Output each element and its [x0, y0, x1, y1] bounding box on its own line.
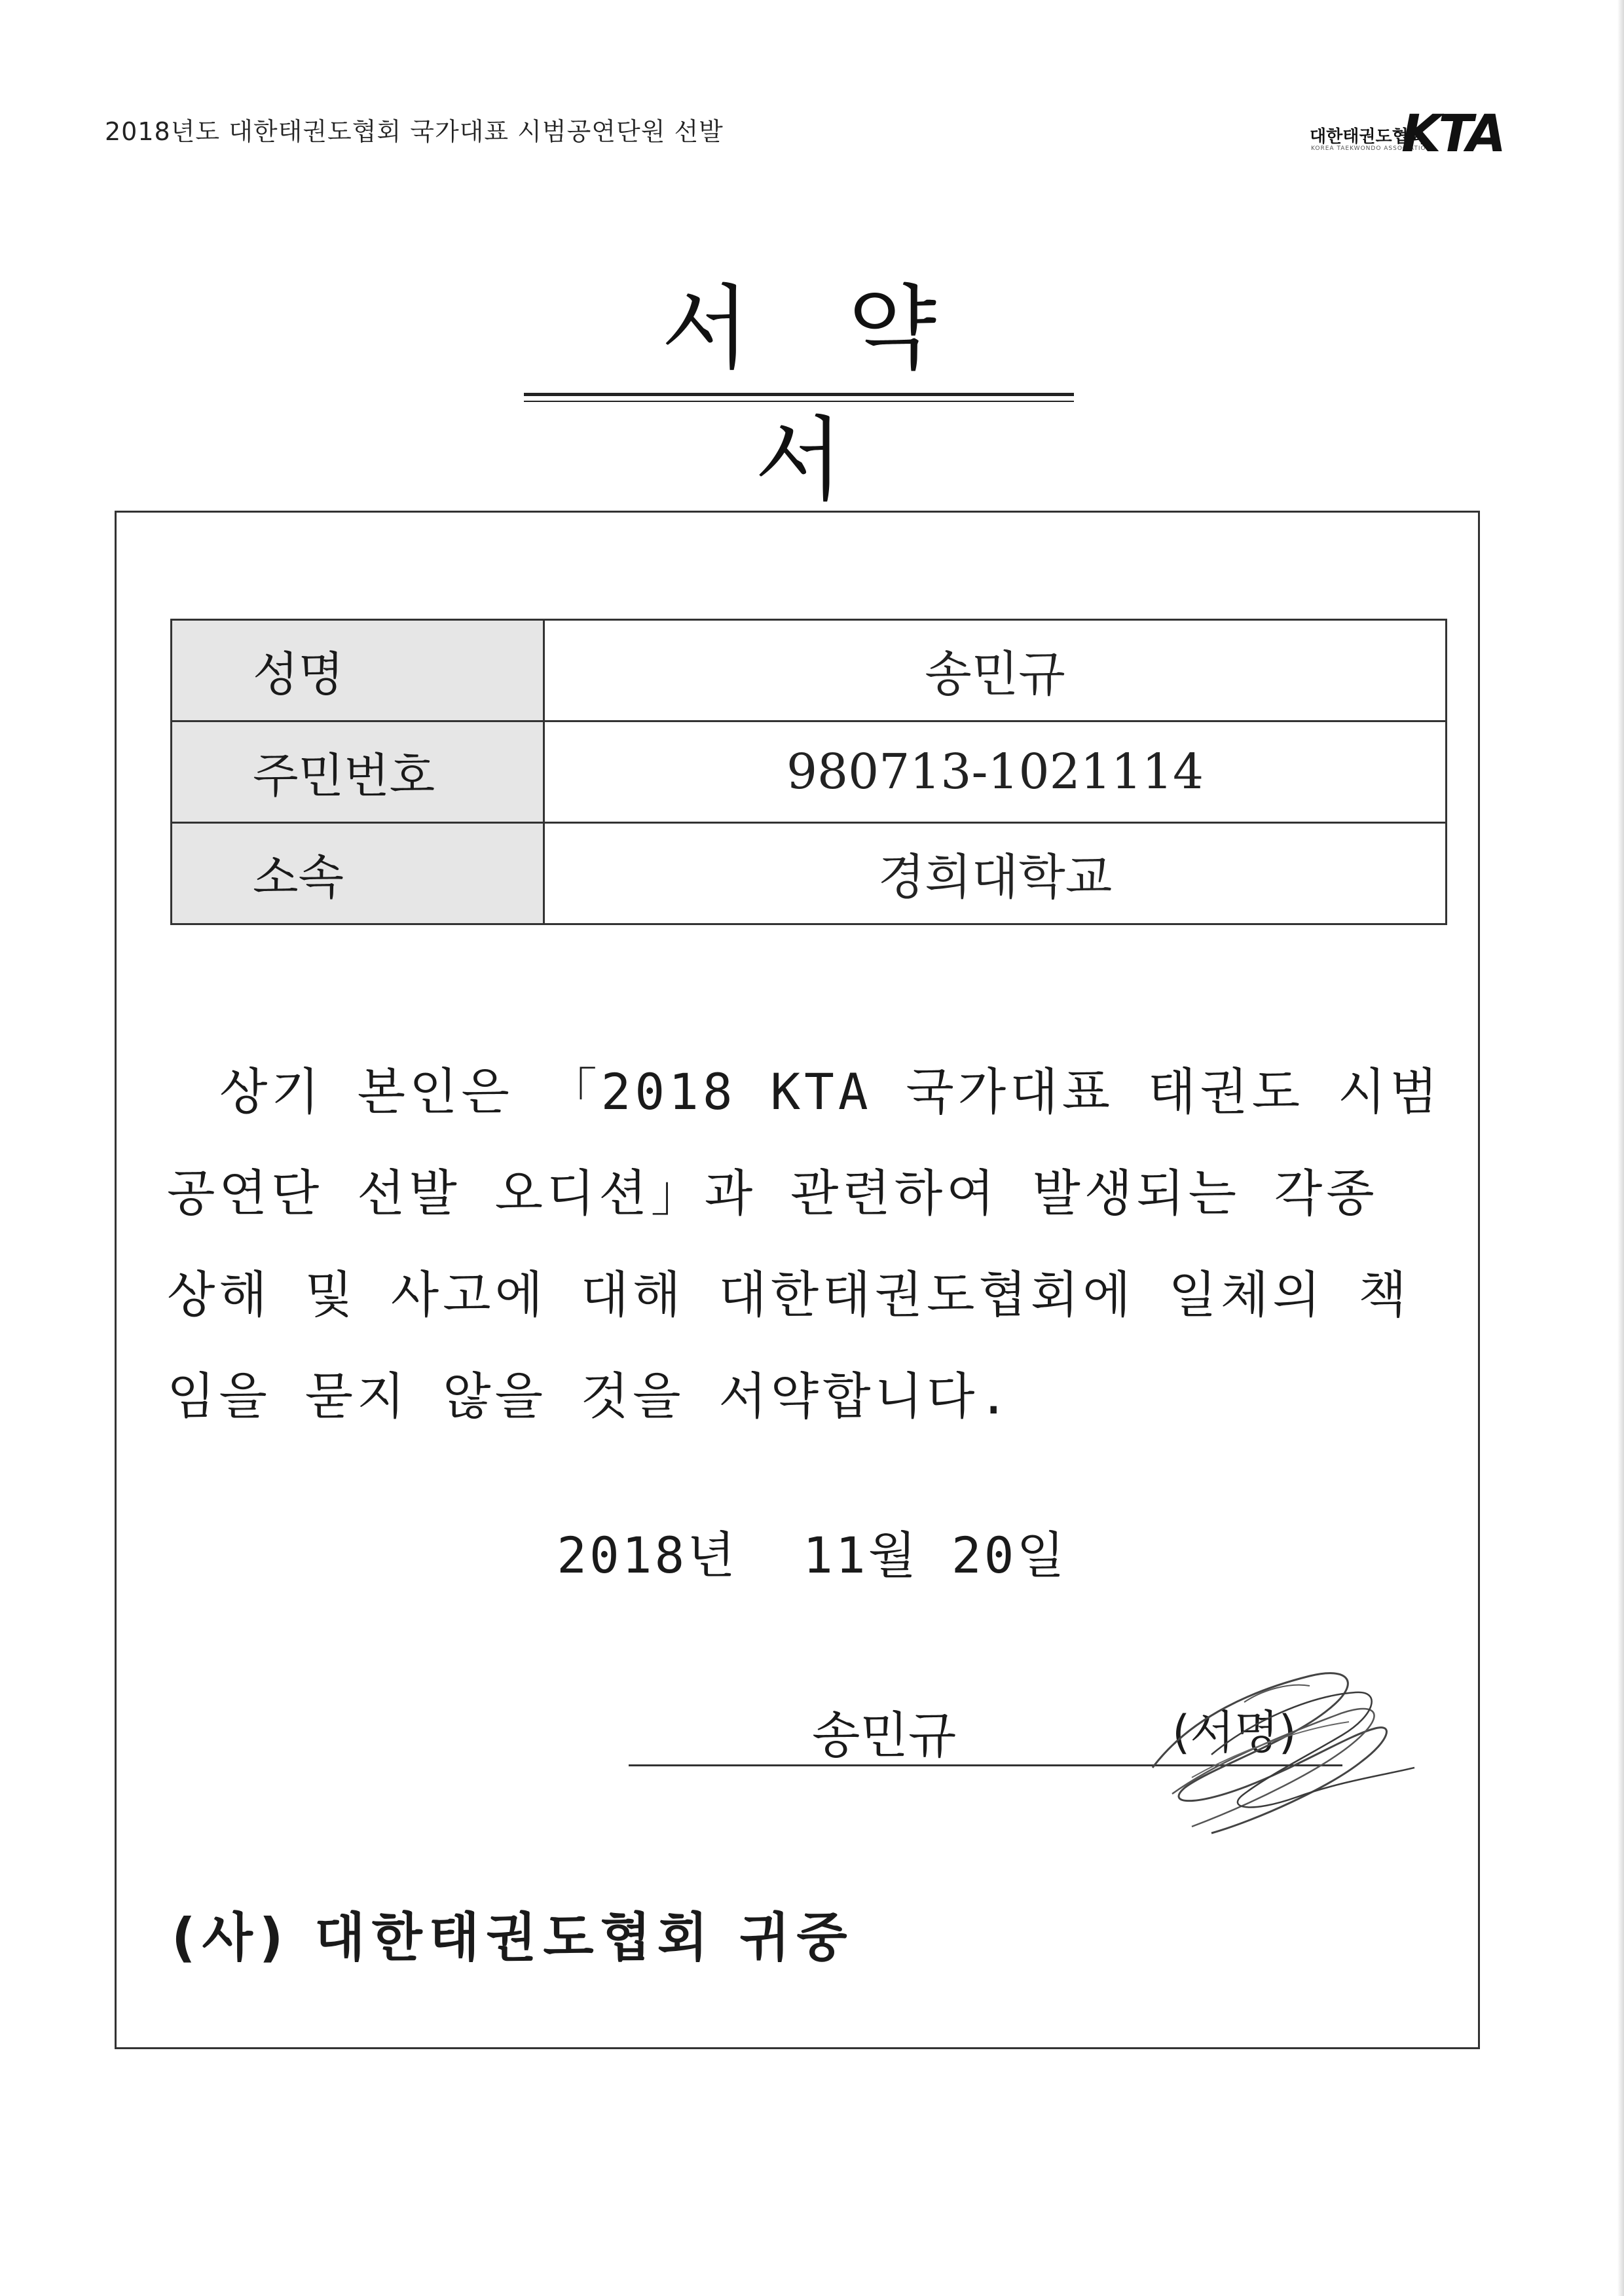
logo-korean-text: 대한태권도협회	[1310, 127, 1425, 147]
logo-mark: KTA	[1401, 105, 1504, 164]
label-id-cell	[172, 721, 544, 823]
signature-label: (서명)	[1172, 1705, 1297, 1759]
label-name: 성명	[253, 647, 344, 702]
label-affiliation-cell	[172, 823, 544, 924]
pledge-date: 2018년 11월 20일	[557, 1526, 1067, 1584]
title-underline-thin	[524, 401, 1074, 402]
label-affiliation: 소속	[253, 850, 344, 905]
pledge-line-2: 공연단 선발 오디션」과 관련하여 발생되는 각종	[167, 1164, 1378, 1222]
scan-edge	[1617, 0, 1624, 2296]
kta-logo	[1310, 105, 1506, 164]
pledge-line-1-text: 상기 본인은 「2018 KTA 국가대표 태권도 시범	[219, 1063, 1442, 1121]
handwritten-signature	[1113, 1637, 1421, 1846]
table-row-id	[172, 721, 1447, 823]
value-id: 980713-1021114	[544, 721, 1447, 823]
logo-sub-text: KOREA TAEKWONDO ASSOCIATION	[1311, 145, 1431, 152]
document-title: 서약서	[661, 276, 1035, 514]
table-row-affiliation	[172, 823, 1447, 924]
label-id: 주민번호	[253, 748, 435, 803]
recipient-line: (사) 대한태권도협회 귀중	[172, 1907, 854, 1968]
label-name-cell	[172, 620, 544, 721]
pledge-line-1	[167, 1041, 1450, 1142]
signer-name: 송민규	[812, 1706, 957, 1764]
pledge-line-3: 상해 및 사고에 대해 대한태권도협회에 일체의 책	[167, 1266, 1411, 1324]
info-table	[170, 619, 1447, 925]
value-name: 송민규	[544, 620, 1447, 721]
pledge-line-4: 임을 묻지 않을 것을 서약합니다.	[167, 1367, 1013, 1425]
value-affiliation: 경희대학교	[544, 823, 1447, 924]
header-text: 2018년도 대한태권도협회 국가대표 시범공연단원 선발	[105, 117, 724, 146]
table-row-name	[172, 620, 1447, 721]
title-underline	[524, 393, 1074, 396]
pledge-body	[167, 1041, 1450, 1447]
